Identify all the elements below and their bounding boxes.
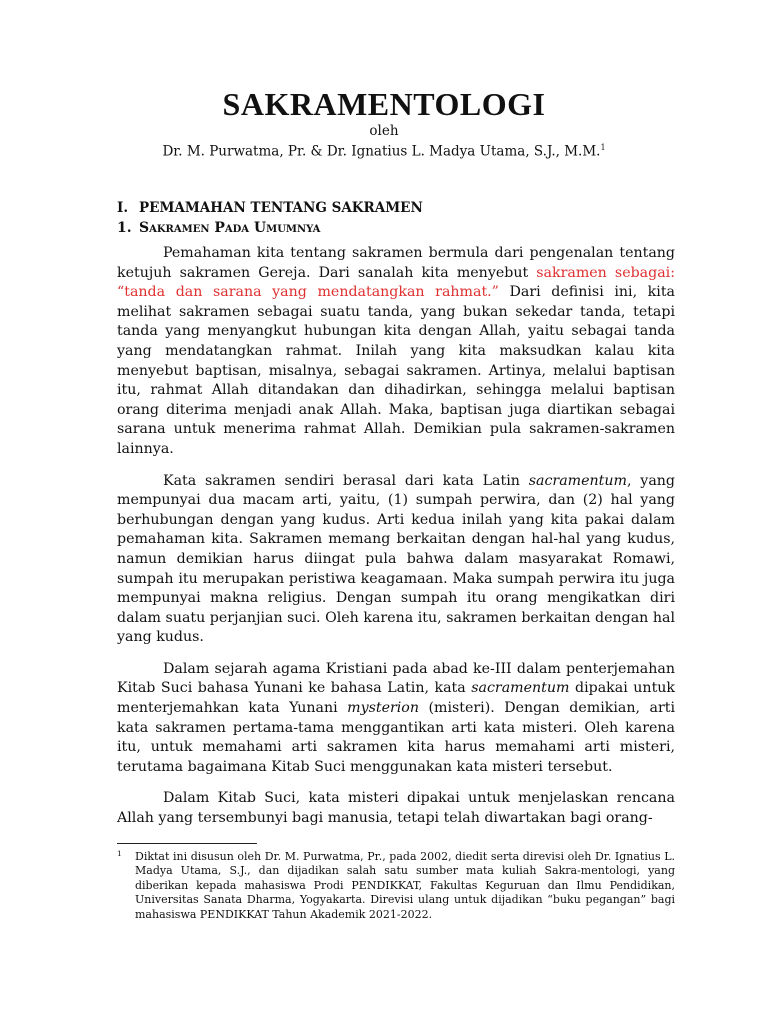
body-text: [117, 244, 675, 841]
authors-text: Dr. M. Purwatma, Pr. & Dr. Ignatius L. Madya Utama, S.J., M.M.: [162, 143, 601, 160]
paragraph-1-highlight: sakramen sebagai: “tanda dan sarana yang mendatangkan rahmat.”: [117, 264, 675, 301]
section-number: I.: [117, 200, 129, 216]
footnote-ref[interactable]: 1: [600, 143, 606, 152]
subsection-heading: [117, 220, 320, 236]
paragraph-1: [117, 244, 675, 460]
paragraph-3: [117, 660, 675, 778]
footnote-text: Diktat ini disusun oleh Dr. M. Purwatma, Pr., pada 2002, diedit serta direvisi oleh Dr. Ignatius L. Madya Utama, S.J., dan dijadikan salah satu sumber mata kuliah Sakra-mentologi, yang diberikan kepada mahasiswa Prodi PENDIKKAT, Fakultas Keguruan dan Ilmu Pendidikan, Universitas Sanata Dharma, Yogyakarta. Direvisi ulang untuk dijadikan “buku pegangan” bagi mahasiswa PENDIKKAT Tahun Akademik 2021-2022.: [135, 850, 675, 921]
paragraph-3-text-b: dipakai untuk menterjemahkan kata Yunani: [117, 680, 675, 717]
footnote-separator: [117, 843, 257, 844]
subsection-number: 1.: [117, 220, 132, 236]
paragraph-3-italic-2: mysterion: [347, 700, 419, 717]
paragraph-3-text-a: Dalam sejarah agama Kristiani pada abad ke-III dalam penterjemahan Kitab Suci bahasa Yunani ke bahasa Latin, kata: [117, 660, 675, 697]
subsection-title: Sakramen Pada Umumnya: [139, 220, 321, 236]
footnote: [117, 850, 675, 922]
paragraph-3-text-c: (misteri). Dengan demikian, arti kata sakramen pertama-tama menggantikan arti kata misteri. Oleh karena itu, untuk memahami arti sakramen kita harus memahami arti misteri, terutama bagaimana Kitab Suci menggunakan kata misteri tersebut.: [117, 700, 675, 775]
paragraph-2-text-b: , yang mempunyai dua macam arti, yaitu, (1) sumpah perwira, dan (2) hal yang berhubungan dengan yang kudus. Arti kedua inilah yang kita pakai dalam pemahaman kita. Sakramen memang berkaitan dengan hal-hal yang kudus, namun demikian harus diingat pula bahwa dalam masyarakat Romawi, sumpah itu merupakan peristiwa keagamaan. Maka sumpah perwira itu juga mempunyai makna religius. Dengan sumpah itu orang mengikatkan diri dalam suatu perjanjian suci. Oleh karena itu, sakramen berkaitan dengan hal yang kudus.: [117, 472, 675, 646]
footnote-marker: 1: [117, 849, 122, 858]
paragraph-4: [117, 789, 675, 828]
paragraph-3-italic-1: sacramentum: [471, 680, 570, 697]
byline-oleh: oleh: [369, 123, 399, 139]
paragraph-1-text-b: Dari definisi ini, kita melihat sakramen sebagai suatu tanda, yang bukan sekedar tanda, tetapi tanda yang menyangkut hubungan kita dengan Allah, yaitu sebagai tanda yang mendatangkan rahmat. Inilah yang kita maksudkan kalau kita menyebut baptisan, misalnya, sebagai sakramen. Artinya, melalui baptisan itu, rahmat Allah ditandakan dan dihadirkan, sehingga melalui baptisan orang diterima menjadi anak Allah. Maka, baptisan juga diartikan sebagai sarana untuk menerima rahmat Allah. Demikian pula sakramen-sakramen lainnya.: [117, 284, 675, 457]
paragraph-2-italic: sacramentum: [528, 472, 627, 489]
section-heading: [117, 200, 423, 216]
document-title: SAKRAMENTOLOGI: [222, 86, 546, 122]
paragraph-2-text-a: Kata sakramen sendiri berasal dari kata Latin: [163, 472, 529, 489]
authors-line: [0, 143, 768, 160]
section-title: PEMAMAHAN TENTANG SAKRAMEN: [139, 200, 423, 216]
paragraph-4-text: Dalam Kitab Suci, kata misteri dipakai untuk menjelaskan rencana Allah yang tersembunyi bagi manusia, tetapi telah diwartakan bagi orang-: [117, 790, 675, 827]
paragraph-2: [117, 472, 675, 648]
paragraph-1-text-a: Pemahaman kita tentang sakramen bermula dari pengenalan tentang ketujuh sakramen Gereja. Dari sanalah kita menyebut: [117, 245, 675, 281]
